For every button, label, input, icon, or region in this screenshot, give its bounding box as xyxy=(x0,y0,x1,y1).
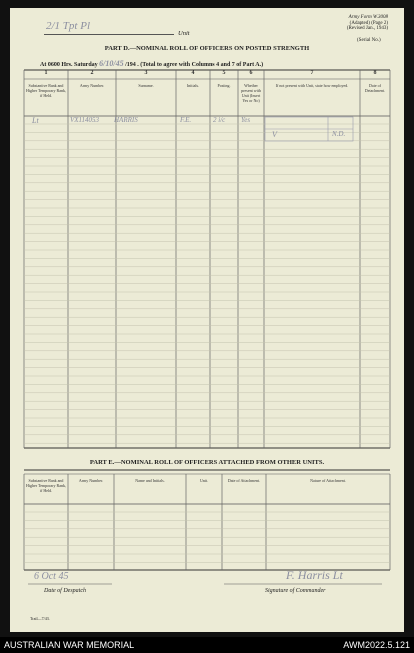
part-e-title: PART E.—NOMINAL ROLL OF OFFICERS ATTACHED FROM OTHER UNITS. xyxy=(89,459,325,466)
despatch-date-handwriting: 6 Oct 45 xyxy=(34,571,69,582)
column-header: Unit. xyxy=(199,478,209,483)
column-number: 3 xyxy=(144,70,148,76)
column-header: Date of Detachment. xyxy=(364,83,386,93)
form-sheet xyxy=(10,8,404,632)
year: /194 xyxy=(125,62,136,68)
despatch-label: Date of Despatch xyxy=(44,588,86,594)
entry-initials: F.E. xyxy=(180,116,192,124)
caption-bar xyxy=(0,637,414,653)
column-header: Army Number. xyxy=(79,83,105,88)
print-code: Trail—7/43. xyxy=(30,616,50,621)
form-revised: (Revised Jan., 1943) xyxy=(346,26,388,31)
unit-handwriting: 2/1 Tpt Pl xyxy=(46,20,91,32)
column-header: Name and Initials. xyxy=(135,478,165,483)
serial-label: (Serial No.) xyxy=(357,38,381,43)
column-header: Substantive Rank and Higher Temporary Rank, if Held. xyxy=(26,83,66,98)
entry-present: Yes xyxy=(241,116,251,124)
entry-tick: V xyxy=(272,130,277,139)
column-number: 4 xyxy=(191,70,195,76)
part-d-title: PART D.—NOMINAL ROLL OF OFFICERS ON POSTED STRENGTH xyxy=(104,45,310,52)
column-number: 8 xyxy=(373,70,377,76)
accession-number: AWM2022.5.121 xyxy=(343,640,410,650)
entry-rank: Lt xyxy=(32,116,39,125)
total-note: . (Total to agree with Columns 4 and 7 of Part A.) xyxy=(137,62,264,68)
column-number: 1 xyxy=(44,70,48,76)
column-header: Date of Attachment. xyxy=(227,478,261,483)
column-header: Army Number. xyxy=(78,478,104,483)
signature-handwriting: F. Harris Lt xyxy=(286,568,343,582)
column-header: Surname. xyxy=(138,83,154,88)
column-header: If not present with Unit, state how employed. xyxy=(275,83,349,88)
unit-label: Unit xyxy=(178,30,190,37)
date-handwriting: 6/10/45 xyxy=(99,59,124,68)
entry-posting: 2 i/c xyxy=(213,116,226,124)
column-number: 6 xyxy=(249,70,253,76)
entry-surname: HARRIS xyxy=(114,116,138,124)
column-header: Posting. xyxy=(217,83,231,88)
column-number: 5 xyxy=(222,70,226,76)
form-adapted: (Adapted) (Page 2) xyxy=(349,20,388,26)
column-header: Substantive Rank and Higher Temporary Rank, if Held. xyxy=(26,478,66,493)
entry-army-number: VX114053 xyxy=(70,116,100,124)
entry-detachment: N.D. xyxy=(332,130,346,138)
signature-label: Signature of Commander xyxy=(265,588,326,594)
column-number: 2 xyxy=(90,70,94,76)
form-no: Army Form W.3008 xyxy=(348,15,388,20)
column-number: 7 xyxy=(310,70,314,76)
column-header: Whether present with Unit (Insert Yes or No) xyxy=(241,83,261,103)
column-header: Initials. xyxy=(186,83,200,88)
at-hrs: At 0600 Hrs. Saturday xyxy=(40,62,98,68)
institution-label: AUSTRALIAN WAR MEMORIAL xyxy=(4,640,135,650)
column-header: Nature of Attachment. xyxy=(310,478,346,483)
part-d-table xyxy=(10,8,404,632)
